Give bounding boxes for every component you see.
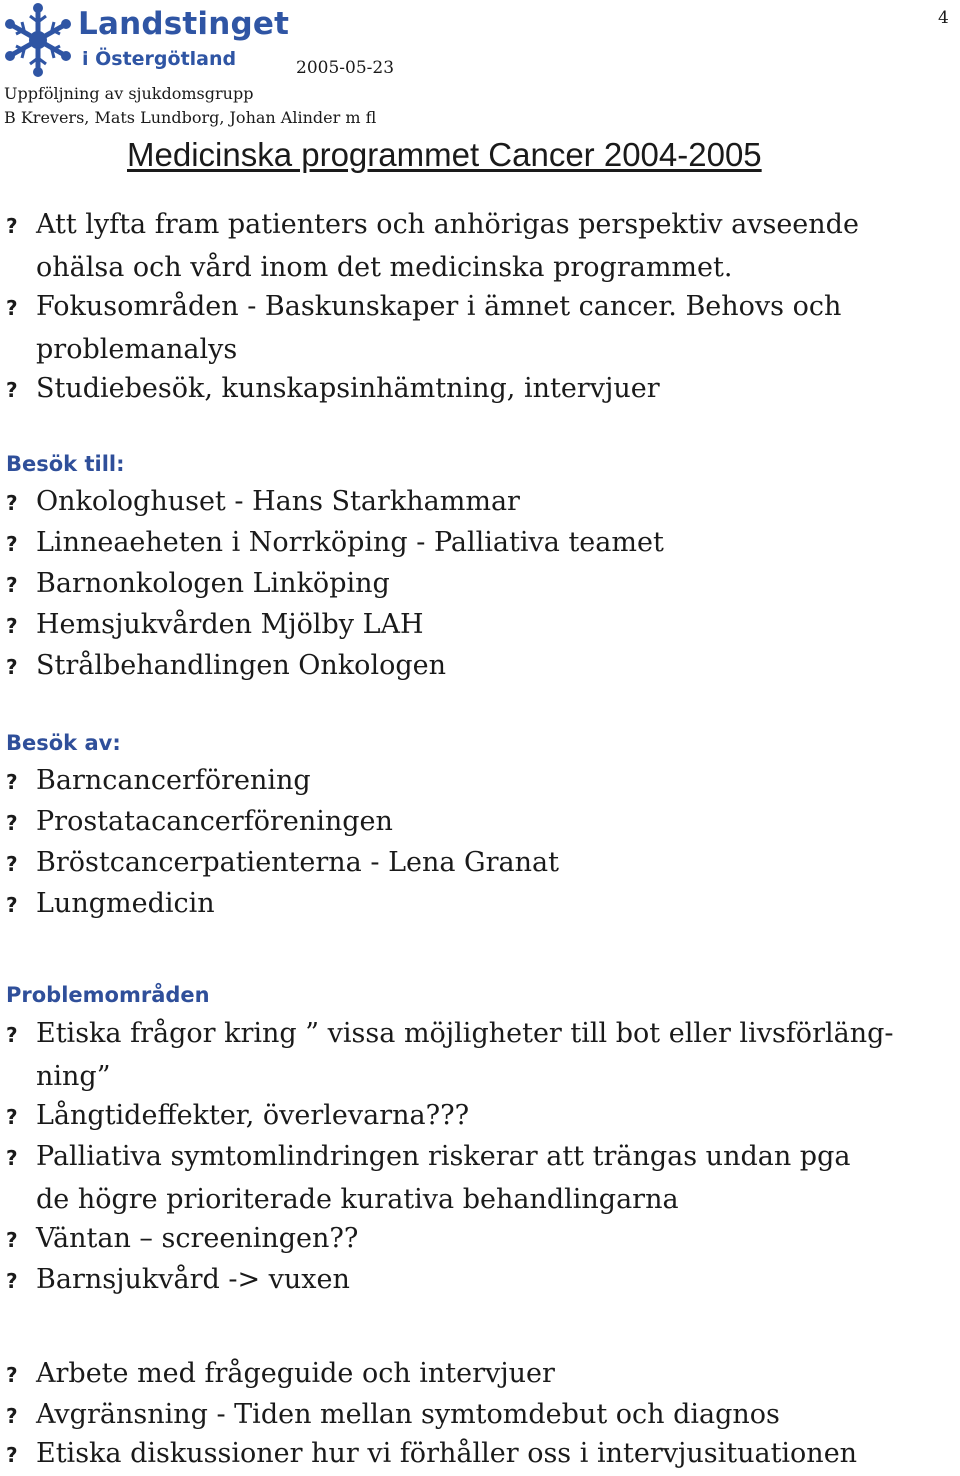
- section-heading-visits-to: Besök till:: [6, 452, 125, 476]
- bullet-icon: ?: [6, 893, 18, 917]
- snowflake-emblem-icon: [4, 2, 72, 78]
- bullet-icon: ?: [6, 378, 18, 402]
- bullet-icon: ?: [6, 1269, 18, 1293]
- bullet-icon: ?: [6, 852, 18, 876]
- list-item: ? Onkologhuset - Hans Starkhammar: [0, 481, 950, 524]
- bullet-icon: ?: [6, 770, 18, 794]
- bullet-icon: ?: [6, 1228, 18, 1252]
- bullet-icon: ?: [6, 1404, 18, 1428]
- bullet-icon: ?: [6, 296, 18, 320]
- list-item: ? Linneaeheten i Norrköping - Palliativa teamet: [0, 522, 950, 565]
- intro-item-1: ? Att lyfta fram patienters och anhörigas perspektiv avseende ohälsa och vård inom det medicinska programmet.: [0, 204, 950, 288]
- bullet-icon: ?: [6, 614, 18, 638]
- logo-brand-text: Landstinget: [78, 6, 290, 42]
- intro-item-3: ? Studiebesök, kunskapsinhämtning, intervjuer: [0, 368, 950, 411]
- landstinget-logo: [4, 2, 304, 78]
- section-heading-visits-by: Besök av:: [6, 731, 121, 755]
- bullet-icon: ?: [6, 1023, 18, 1047]
- bullet-icon: ?: [6, 1443, 18, 1467]
- list-item: ? Etiska frågor kring ” vissa möjligheter till bot eller livsförläng- ning”: [0, 1013, 950, 1097]
- closing-item: ? Arbete med frågeguide och intervjuer: [0, 1353, 950, 1396]
- list-item: ? Lungmedicin: [0, 883, 950, 926]
- document-date: 2005-05-23: [296, 58, 395, 78]
- page-header: [0, 0, 960, 135]
- intro-item-2: ? Fokusområden - Baskunskaper i ämnet cancer. Behovs och problemanalys: [0, 286, 950, 370]
- list-item: ? Barnsjukvård -> vuxen: [0, 1259, 950, 1302]
- closing-item: ? Avgränsning - Tiden mellan symtomdebut och diagnos: [0, 1394, 950, 1437]
- bullet-icon: ?: [6, 811, 18, 835]
- bullet-icon: ?: [6, 1146, 18, 1170]
- list-item: ? Strålbehandlingen Onkologen: [0, 645, 950, 688]
- list-item: ? Barncancerförening: [0, 760, 950, 803]
- bullet-icon: ?: [6, 491, 18, 515]
- bullet-icon: ?: [6, 573, 18, 597]
- list-item: ? Långtideffekter, överlevarna???: [0, 1095, 950, 1138]
- list-item: ? Barnonkologen Linköping: [0, 563, 950, 606]
- bullet-icon: ?: [6, 1105, 18, 1129]
- bullet-icon: ?: [6, 1363, 18, 1387]
- bullet-icon: ?: [6, 214, 18, 238]
- list-item: ? Bröstcancerpatienterna - Lena Granat: [0, 842, 950, 885]
- bullet-icon: ?: [6, 532, 18, 556]
- list-item: ? Hemsjukvården Mjölby LAH: [0, 604, 950, 647]
- list-item: ? Prostatacancerföreningen: [0, 801, 950, 844]
- page-title: Medicinska programmet Cancer 2004-2005: [127, 136, 762, 173]
- authors-label: B Krevers, Mats Lundborg, Johan Alinder m fl: [4, 108, 377, 127]
- group-label: Uppföljning av sjukdomsgrupp: [4, 84, 254, 103]
- section-heading-problem-areas: Problemområden: [6, 983, 210, 1007]
- list-item: ? Väntan – screeningen??: [0, 1218, 950, 1261]
- page-number: 4: [938, 8, 949, 28]
- list-item: ? Palliativa symtomlindringen riskerar att trängas undan pga de högre prioriterade kurativa behandlingarna: [0, 1136, 950, 1220]
- logo-region-text: i Östergötland: [82, 48, 237, 70]
- closing-item: ? Etiska diskussioner hur vi förhåller oss i intervjusituationen: [0, 1433, 950, 1476]
- bullet-icon: ?: [6, 655, 18, 679]
